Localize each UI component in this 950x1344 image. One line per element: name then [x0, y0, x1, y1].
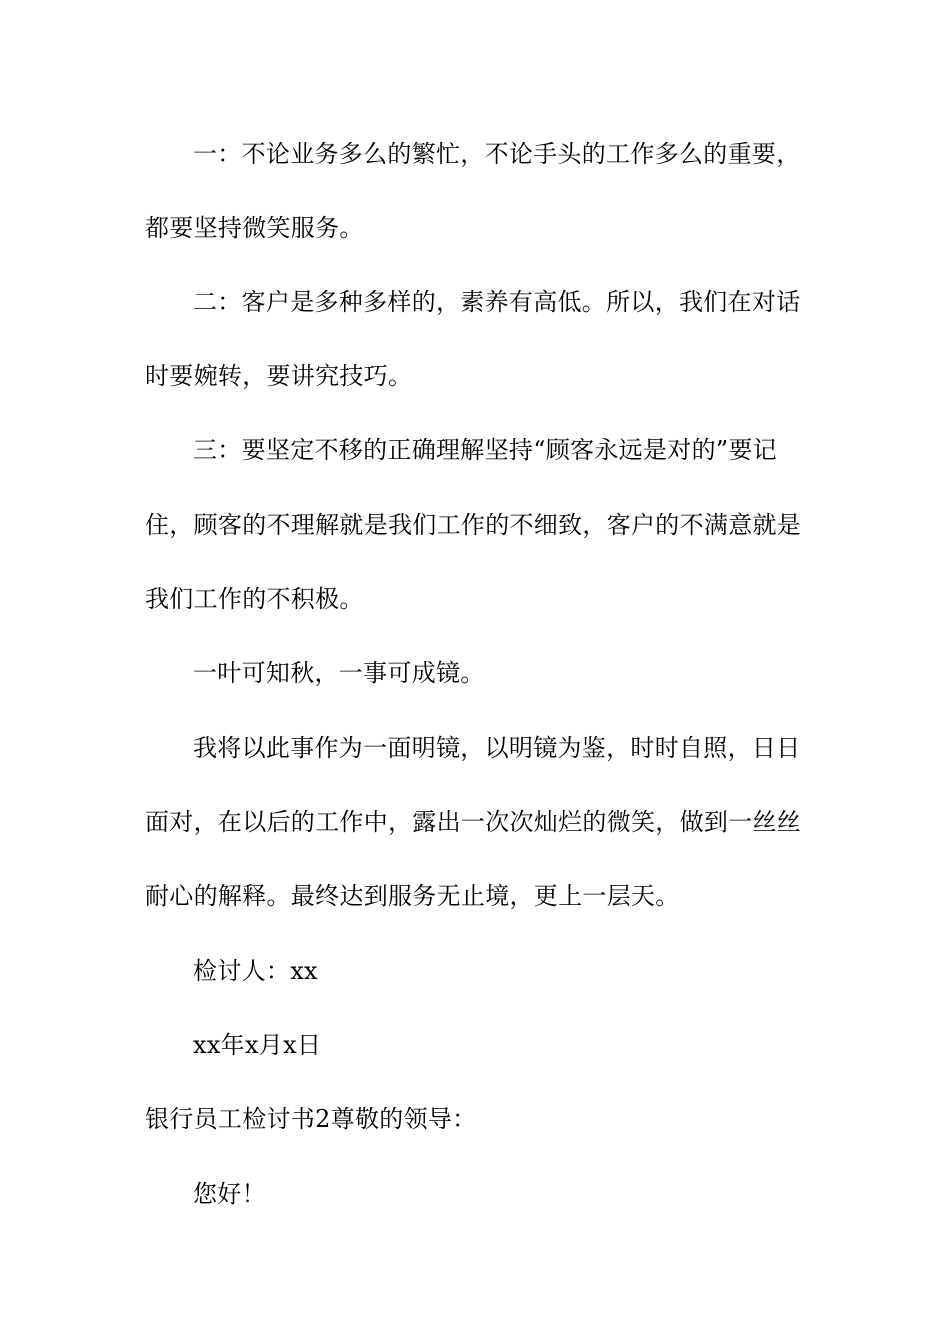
paragraph-4-line-1: 一叶可知秋，一事可成镜。	[193, 659, 485, 687]
paragraph-3-line-3: 我们工作的不积极。	[145, 585, 364, 613]
paragraph-3-line-2: 住，顾客的不理解就是我们工作的不细致，客户的不满意就是	[145, 511, 802, 539]
greeting: 您好！	[193, 1180, 266, 1208]
paragraph-5-line-2: 面对，在以后的工作中，露出一次次灿烂的微笑，做到一丝丝	[145, 808, 802, 836]
paragraph-1-line-1: 一：不论业务多么的繁忙，不论手头的工作多么的重要，	[193, 140, 801, 168]
signature: 检讨人：xx	[193, 957, 318, 985]
next-document-title: 银行员工检讨书2尊敬的领导：	[145, 1105, 477, 1133]
date: xx年x月x日	[193, 1031, 322, 1059]
paragraph-3-line-1: 三：要坚定不移的正确理解坚持“顾客永远是对的”要记	[193, 436, 778, 464]
paragraph-5-line-3: 耐心的解释。最终达到服务无止境，更上一层天。	[145, 882, 680, 910]
paragraph-2-line-1: 二：客户是多种多样的，素养有高低。所以，我们在对话	[193, 288, 801, 316]
paragraph-2-line-2: 时要婉转，要讲究技巧。	[145, 362, 413, 390]
paragraph-1-line-2: 都要坚持微笑服务。	[145, 214, 364, 242]
paragraph-5-line-1: 我将以此事作为一面明镜，以明镜为鉴，时时自照，日日	[193, 734, 801, 762]
